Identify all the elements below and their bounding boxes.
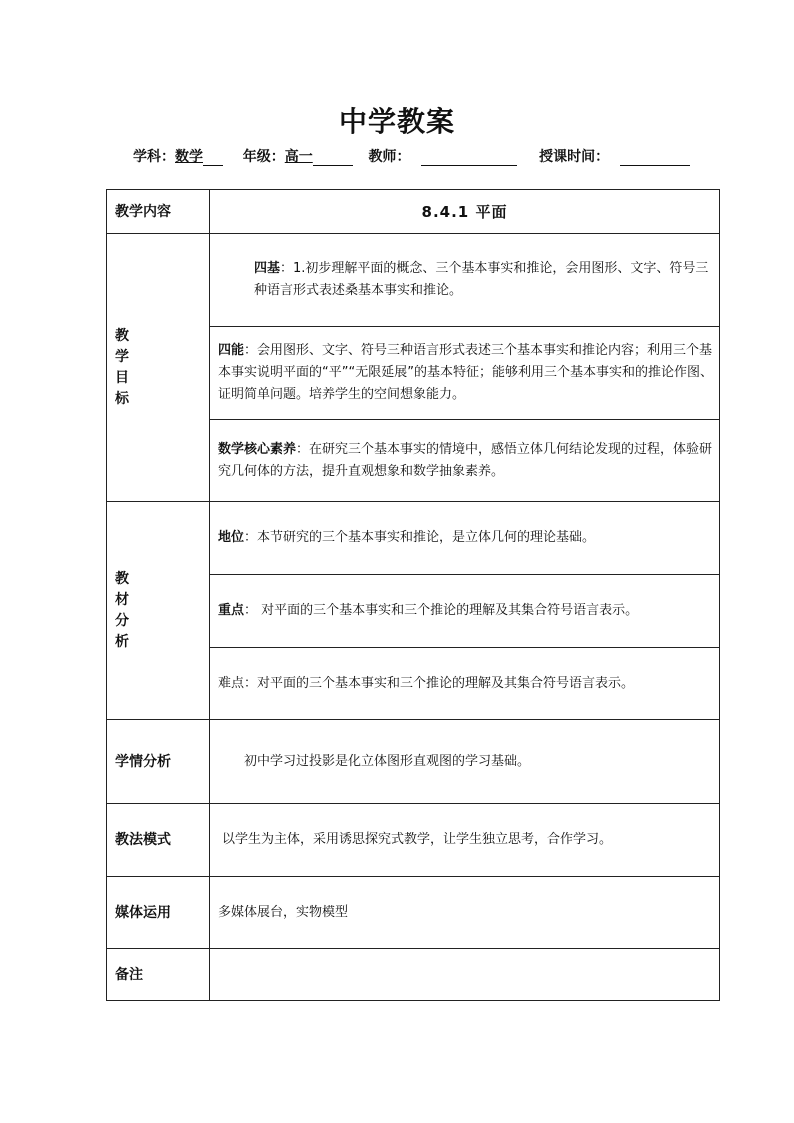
key-point-title: 重点 <box>218 603 245 618</box>
time-label: 授课时间： <box>539 149 610 165</box>
row-method <box>107 804 720 877</box>
four-abilities-title: 四能 <box>218 343 245 358</box>
status-text: ：本节研究的三个基本事实和推论，是立体几何的理论基础。 <box>244 530 596 545</box>
notes-label: 备注 <box>107 949 210 1001</box>
four-abilities-text: ：会用图形、文字、符号三种语言形式表述三个基本事实和推论内容；利用三个基本事实说明平面的“平”“无限延展”的基本特征；能够利用三个基本事实和的推论作图、证明简单问题。培养学生的空间想象能力。 <box>218 343 713 402</box>
grade-label: 年级： <box>242 149 285 165</box>
status <box>210 502 720 575</box>
subject-underline <box>203 151 223 166</box>
row-content <box>107 190 720 234</box>
method-value: 以学生为主体，采用诱思探究式教学，让学生独立思考，合作学习。 <box>210 804 720 877</box>
key-point <box>210 575 720 648</box>
core-literacy-title: 数学核心素养 <box>218 441 297 457</box>
analysis-label: 教 材 分 析 <box>107 502 210 720</box>
row-objectives-1 <box>107 234 720 327</box>
teacher-label: 教师： <box>368 149 411 165</box>
row-media <box>107 877 720 949</box>
four-basics <box>210 234 720 327</box>
header-meta <box>133 146 690 166</box>
row-students <box>107 720 720 804</box>
subject-label: 学科： <box>133 149 175 165</box>
students-value: 初中学习过投影是化立体图形直观图的学习基础。 <box>210 720 720 804</box>
content-label: 教学内容 <box>107 190 210 234</box>
status-title: 地位 <box>218 530 245 545</box>
teacher-blank <box>421 151 517 166</box>
media-value: 多媒体展台，实物模型 <box>210 877 720 949</box>
grade-value: 高一 <box>284 149 313 165</box>
notes-value <box>210 949 720 1001</box>
students-label: 学情分析 <box>107 720 210 804</box>
four-basics-text: ：1.初步理解平面的概念、三个基本事实和推论，会用图形、文字、符号三种语言形式表述桑基本事实和推论。 <box>254 261 709 298</box>
grade-underline <box>313 151 353 166</box>
key-point-text: ： 对平面的三个基本事实和三个推论的理解及其集合符号语言表示。 <box>244 603 639 618</box>
lesson-plan-table <box>106 189 720 1001</box>
row-analysis-1 <box>107 502 720 575</box>
subject-value: 数学 <box>175 149 203 165</box>
core-literacy <box>210 420 720 502</box>
four-abilities <box>210 327 720 420</box>
time-blank <box>620 151 690 166</box>
core-literacy-text: ：在研究三个基本事实的情境中，感悟立体几何结论发现的过程，体验研究几何体的方法，提升直观想象和数学抽象素养。 <box>218 441 713 479</box>
method-label: 教法模式 <box>107 804 210 877</box>
four-basics-title: 四基 <box>254 261 281 276</box>
content-value: 8.4.1 平面 <box>210 190 720 234</box>
difficulty: 难点：对平面的三个基本事实和三个推论的理解及其集合符号语言表示。 <box>210 648 720 720</box>
media-label: 媒体运用 <box>107 877 210 949</box>
row-notes <box>107 949 720 1001</box>
objectives-label: 教 学 目 标 <box>107 234 210 502</box>
page-title: 中学教案 <box>338 105 455 138</box>
